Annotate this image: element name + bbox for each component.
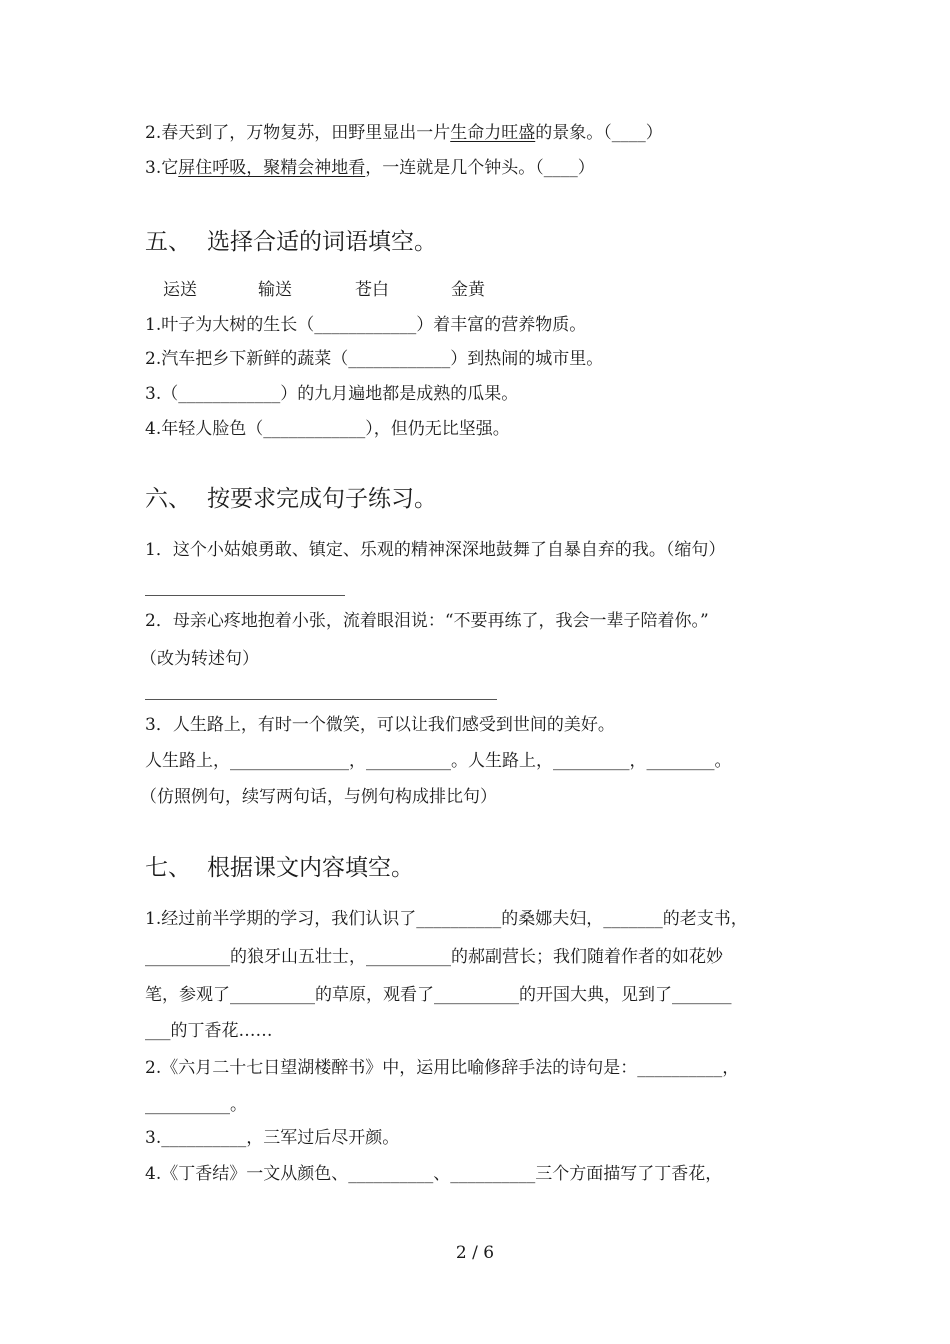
section-7-heading xyxy=(145,854,414,882)
section-title: 选择合适的词语填空。 xyxy=(207,229,437,255)
question-text: ，一连就是几个钟头。（____） xyxy=(365,158,595,178)
question-text: 3.它 xyxy=(145,158,179,178)
word-option: 金黄 xyxy=(451,280,485,300)
instruction-note: （仿照例句，续写两句话，与例句构成排比句） xyxy=(140,787,497,807)
fill-line: __________。 xyxy=(145,1095,247,1115)
fill-item: 4.年轻人脸色（____________），但仍无比坚强。 xyxy=(145,419,510,439)
fill-line: 1.经过前半学期的学习，我们认识了__________的桑娜夫妇，_______的老支书， xyxy=(145,909,748,929)
fill-line: ___的丁香花…… xyxy=(145,1021,273,1041)
answer-line xyxy=(145,595,345,596)
question-2 xyxy=(145,122,663,144)
question-1: 1．这个小姑娘勇敢、镇定、乐观的精神深深地鼓舞了自暴自弃的我。（缩句） xyxy=(145,540,726,560)
section-title: 按要求完成句子练习。 xyxy=(207,486,437,512)
question-3: 3．人生路上，有时一个微笑，可以让我们感受到世间的美好。 xyxy=(145,715,615,735)
instruction-note: （改为转述句） xyxy=(140,649,259,669)
question-3 xyxy=(145,157,595,179)
fill-line: 4.《丁香结》一文从颜色、__________、__________三个方面描写了丁香花， xyxy=(145,1164,723,1184)
fill-line: 3.__________，三军过后尽开颜。 xyxy=(145,1128,400,1148)
section-6-heading xyxy=(145,485,437,513)
fill-line: 2.《六月二十七日望湖楼醉书》中，运用比喻修辞手法的诗句是：__________， xyxy=(145,1058,740,1078)
section-number: 六、 xyxy=(145,486,191,512)
section-number: 七、 xyxy=(145,855,191,881)
page-number: 2 / 6 xyxy=(455,1243,495,1263)
underlined-phrase: 生命力旺盛 xyxy=(450,123,536,143)
question-text: 的景象。（____） xyxy=(535,123,663,143)
fill-item: 1.叶子为大树的生长（____________）着丰富的营养物质。 xyxy=(145,315,587,335)
section-5-heading xyxy=(145,228,437,256)
section-title: 根据课文内容填空。 xyxy=(207,855,414,881)
question-2: 2．母亲心疼地抱着小张，流着眼泪说：“不要再练了，我会一辈子陪着你。” xyxy=(145,611,709,631)
section-number: 五、 xyxy=(145,229,191,255)
answer-line xyxy=(145,699,497,700)
word-option: 输送 xyxy=(258,280,292,300)
fill-item: 3.（____________）的九月遍地都是成熟的瓜果。 xyxy=(145,384,519,404)
fill-line: 笔，参观了__________的草原，观看了__________的开国大典，见到了_______ xyxy=(145,985,732,1005)
word-option: 苍白 xyxy=(355,280,389,300)
question-text: 2.春天到了，万物复苏，田野里显出一片 xyxy=(145,123,451,143)
word-option: 运送 xyxy=(163,280,197,300)
fill-line: __________的狼牙山五壮士，__________的郝副营长；我们随着作者的如花妙 xyxy=(145,947,723,967)
underlined-phrase: 屏住呼吸，聚精会神地看 xyxy=(178,158,366,178)
fill-item: 2.汽车把乡下新鲜的蔬菜（____________）到热闹的城市里。 xyxy=(145,349,604,369)
parallel-sentence-line: 人生路上，______________，__________。人生路上，_________，________。 xyxy=(145,751,732,771)
